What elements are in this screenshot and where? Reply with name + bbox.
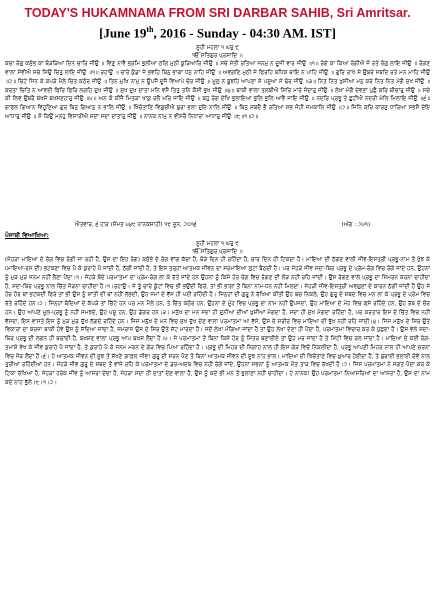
vyakhya-raag-line: ਸੂਹੀ ਮਹਲਾ ੧ ਘਰੁ ੯ [196, 241, 239, 248]
hukamnama-text: ਕਚਾ ਰੰਗੁ ਕਸੁੰਭ ਕਾ ਥੋੜੜਿਆ ਦਿਨ ਚਾਰਿ ਜੀਉ ॥ ਵਿਣੁ ਨਾਵੈ ਭ੍ਰਮਿ ਭੁਲੀਆ ਠਗਿ ਮੁਠੀ ਕੂੜਿਆਰਿ ਜੀਉ ॥ ਸਚੇ ਸੇਤੀ ਰਤਿਆ ਜਨਮੁ ਨ ਦੂਜੀ ਵਾਰ ਜੀਉ ॥੧॥ ਰੰਗੇ ਕਾ ਕਿਆ ਰੰਗੀਐ ਜੋ ਰਤੇ ਰੰਗੁ ਲਾਇ ਜੀਉ ॥ ਰੰਗਣ ਵਾਲਾ ਸੇਵੀਐ ਸਚੇ ਸਿਉ ਚਿਤੁ ਲਾਇ ਜੀਉ ॥੧॥ ਰਹਾਉ ॥ ਚਾਰੇ ਕੁੰਡਾ ਜੇ ਭਵਹਿ ਬਿਨੁ ਭਾਗਾ ਧਨੁ ਨਾਹਿ ਜੀਉ ॥ ਅਵਗਣਿ ਮੁਠੀ ਜੇ ਫਿਰਹਿ ਬਧਿਕ ਥਾਇ ਨ ਪਾਹਿ ਜੀਉ ॥ ਗੁਰਿ ਰਾਖੇ ਸੇ ਉਬਰੇ ਸਬਦਿ ਰਤੇ ਮਨ ਮਾਹਿ ਜੀਉ ॥੨॥ ਚਿਟੇ ਜਿਨ ਕੇ ਕਪੜੇ ਮੈਲੇ ਚਿਤ ਕਠੋਰ ਜੀਉ ॥ ਤਿਨ ਮੁਖਿ ਨਾਮੁ ਨ ਊਪਜੈ ਦੂਜੈ ਵਿਆਪੇ ਚੋਰ ਜੀਉ ॥ ਮੂਲੁ ਨ ਬੂਝਹਿ ਆਪਣਾ ਸੇ ਪਸੂਆ ਸੇ ਢੋਰ ਜੀਉ ॥੩॥ ਨਿਤ ਨਿਤ ਖੁਸੀਆ ਮਨੁ ਕਰੇ ਨਿਤ ਨਿਤ ਮੰਗੈ ਸੁਖ ਜੀਉ ॥ ਕਰਤਾ ਚਿਤਿ ਨ ਆਵਈ ਫਿਰਿ ਫਿਰਿ ਲਗਹਿ ਦੁਖ ਜੀਉ ॥ ਸੁਖ ਦੁਖ ਦਾਤਾ ਮਨਿ ਵਸੈ ਤਿਤੁ ਤਨਿ ਕੈਸੀ ਭੁਖ ਜੀਉ ॥੪॥ ਬਾਕੀ ਵਾਲਾ ਤਲਬੀਐ ਸਿਰਿ ਮਾਰੇ ਜੰਦਾਰੁ ਜੀਉ ॥ ਲੇਖਾ ਮੰਗੈ ਦੇਵਣਾ ਪੁਛੈ ਕਰਿ ਬੀਚਾਰੁ ਜੀਉ ॥ ਸਚੇ ਕੀ ਲਿਵ ਉਬਰੈ ਬਖਸੇ ਬਖਸਣਹਾਰੁ ਜੀਉ ॥੫॥ ਅਨ ਕੋ ਕੀਜੈ ਮਿਤੜਾ ਖਾਕੁ ਰਲੈ ਮਰਿ ਜਾਇ ਜੀਉ ॥ ਬਹੁ ਰੰਗ ਦੇਖਿ ਭੁਲਾਇਆ ਭੁਲਿ ਭੁਲਿ ਆਵੈ ਜਾਇ ਜੀਉ ॥ ਨਦਰਿ ਪ੍ਰਭੂ ਤੇ ਛੁਟੀਐ ਨਦਰੀ ਮੇਲਿ ਮਿਲਾਇ ਜੀਉ ॥੬॥ ਗਾਫਲ ਗਿਆਨ ਵਿਹੂਣਿਆ ਗੁਰ ਬਿਨੁ ਗਿਆਨੁ ਨ ਭਾਲਿ ਜੀਉ ॥ ਖਿੰਚੋਤਾਣਿ ਵਿਗੁਚੀਐ ਬੁਰਾ ਭਲਾ ਦੁਇ ਨਾਲਿ ਜੀਉ ॥ ਬਿਨੁ ਸਬਦੈ ਭੈ ਰਤਿਆ ਸਭ ਜੋਹੀ ਜਮਕਾਲਿ ਜੀਉ ॥੭॥ ਜਿਨਿ ਕਰਿ ਕਾਰਣੁ ਧਾਰਿਆ ਸਭਸੈ ਦੇਇ ਆਧਾਰੁ ਜੀਉ ॥ ਸੋ ਕਿਉ ਮਨਹੁ ਵਿਸਾਰੀਐ ਸਦਾ ਸਦਾ ਦਾਤਾਰੁ ਜੀਉ ॥ ਨਾਨਕ ਨਾਮੁ ਨ ਵੀਸਰੈ ਨਿਧਾਰਾ ਆਧਾਰੁ ਜੀਉ ॥੮॥੧॥੨॥ [5, 61, 430, 120]
page-title: TODAY'S HUKAMNAMA FROM SRI DARBAR SAHIB, Sri Amritsar. [24, 6, 411, 20]
ik-onkar-line: ੴ ਸਤਿਗੁਰ ਪ੍ਰਸਾਦਿ ॥ [192, 53, 243, 60]
vyakhya-text: (ਜੇਹੜਾ ਮਾਇਆ ਦੇ ਰੰਗ ਵਿਚ ਰੰਗੀ ਜਾ ਰਹੀ ਹੈ, ਉਸ ਦਾ ਇਹ ਰੰਗ) ਕਸੁੰਭੇ ਦੇ ਰੰਗ ਵਾਂਗ ਕੱਚਾ ਹੈ, ਥੋੜੇ ਦਿਨ ਹੀ ਰਹਿੰਦਾ ਹੈ, ਚਾਰ ਦਿਨ ਹੀ ਟਿਕਦਾ ਹੈ। ਮਾਇਆ ਦੀ ਠੱਗਣ ਵਾਲੀ ਜੀਵ-ਇਸਤ੍ਰੀ ਪ੍ਰਭੂ-ਨਾਮ ਤੋਂ ਖੁੰਝ ਕੇ (ਮਾਇਆ-ਰਸ ਦੀ) ਭਟਕਣਾ ਵਿਚ ਪੈ ਕੇ ਕੁਰਾਹੇ ਪੈ ਜਾਂਦੀ ਹੈ, ਠੱਗੀ ਜਾਂਦੀ ਹੈ, ਤੇ ਇਸ ਤਰ੍ਹਾਂ ਆਤਮਕ ਜੀਵਨ ਦਾ ਸਰਮਾਇਆ ਲੁਟਾ ਬੈਠਦੀ ਹੈ। ਪਰ ਜੇਹੜੇ ਜੀਵ ਸਦਾ-ਥਿਰ ਪ੍ਰਭੂ ਦੇ ਪ੍ਰੇਮ-ਰੰਗ ਵਿਚ ਰੰਗੇ ਜਾਂਦੇ ਹਨ, ਉਹਨਾਂ ਨੂੰ ਮੁੜ ਮੁੜ ਜਨਮ ਨਹੀਂ ਲੈਣਾ ਪੈਂਦਾ।੧। ਜੇਹੜੇ ਬੰਦੇ ਪਰਮਾਤਮਾ ਦਾ ਪ੍ਰੇਮ-ਰੰਗ ਲਾ ਕੇ ਰੱਤੇ ਜਾਂਦੇ ਹਨ ਉਹਨਾਂ ਨੂੰ ਕਿਸੇ ਹੋਰ ਰੰਗ ਵਿਚ ਰੰਗਣ ਦੀ ਲੋੜ ਨਹੀਂ ਰਹਿ ਜਾਂਦੀ। ਉਸ ਰੰਗਣ ਵਾਲੇ ਪ੍ਰਭੂ ਦਾ ਸਿਮਰਨ ਕਰਨਾ ਚਾਹੀਦਾ ਹੈ, ਸਦਾ-ਥਿਰ ਪ੍ਰਭੂ ਨਾਲ ਚਿੱਤ ਜੋੜਨਾ ਚਾਹੀਦਾ ਹੈ।੧।ਰਹਾਉ। ਜੇ ਤੂੰ ਚਾਰੇ ਕੂੰਟਾਂ ਵਿਚ ਭੀ ਭਉਂਦੀ ਫਿਰੇਂ, ਤਾਂ ਭੀ ਭਾਗਾਂ ਤੋਂ ਬਿਨਾ ਨਾਮ-ਧਨ ਨਹੀਂ ਮਿਲਦਾ। ਜੇਹੜੀ ਜੀਵ-ਇਸਤ੍ਰੀ ਅਵਗੁਣਾਂ ਦੇ ਕਾਰਨ ਠੱਗੀ ਜਾਂਦੀ ਹੈ ਉਹ ਜੇ ਹੋਰ ਹੋਰ ਥਾਂ ਭਟਕਦੀ ਫਿਰੇ ਤਾਂ ਭੀ ਉਸ ਨੂੰ ਸ਼ਾਂਤੀ ਦੀ ਥਾਂ ਨਹੀਂ ਲੱਭਦੀ, ਉਹ ਜਮਾਂ ਦੇ ਵੱਸ ਹੀ ਪਈ ਰਹਿੰਦੀ ਹੈ। ਜਿਨ੍ਹਾਂ ਦੀ ਗੁਰੂ ਨੇ ਰੱਖਿਆ ਕੀਤੀ ਉਹ ਬਚ ਨਿਕਲੇ, ਉਹ ਗੁਰੂ ਦੇ ਸ਼ਬਦ ਵਿਚ ਮਨ ਲਾ ਕੇ ਪ੍ਰਭੂ ਦੇ ਪ੍ਰੇਮ ਵਿਚ ਰੱਤੇ ਰਹਿੰਦੇ ਹਨ।੨। ਜਿਨ੍ਹਾਂ ਬੰਦਿਆਂ ਦੇ ਕੱਪੜੇ ਤਾਂ ਚਿੱਟੇ ਹਨ ਪਰ ਮਨ ਮੈਲੇ ਹਨ, ਤੇ ਚਿੱਤ ਕਠੋਰ ਹਨ, ਉਹਨਾਂ ਦੇ ਮੂੰਹ ਵਿਚ ਪ੍ਰਭੂ ਦਾ ਨਾਮ ਨਹੀਂ ਉਪਜਦਾ, ਉਹ ਮਾਇਆ ਦੇ ਮੋਹ ਵਿਚ ਫਸੇ ਰਹਿੰਦੇ ਹਨ, ਉਹ ਰੱਬ ਦੇ ਚੋਰ ਹਨ। ਉਹ ਆਪਣੇ ਮੂਲ-ਪ੍ਰਭੂ ਨੂੰ ਨਹੀਂ ਸਮਝਦੇ, ਉਹ ਪਸ਼ੂ ਹਨ, ਉਹ ਡੰਗਰ ਹਨ।੩। ਮਨੁੱਖ ਦਾ ਮਨ ਸਦਾ ਹੀ ਦੁਨੀਆ ਦੀਆਂ ਖ਼ੁਸ਼ੀਆਂ ਮੰਗਦਾ ਹੈ, ਸਦਾ ਹੀ ਸੁਖ ਮੰਗਦਾ ਰਹਿੰਦਾ ਹੈ, ਪਰ ਕਰਤਾਰ ਇਸ ਦੇ ਚਿੱਤ ਵਿਚ ਨਹੀਂ ਵੱਸਦਾ, ਇਸ ਵਾਸਤੇ ਇਸ ਨੂੰ ਮੁੜ ਮੁੜ ਦੁੱਖ ਲੱਗਦੇ ਰਹਿੰਦੇ ਹਨ। ਜਿਸ ਮਨੁੱਖ ਦੇ ਮਨ ਵਿਚ ਸੁਖ ਦੁੱਖ ਦੇਣ ਵਾਲਾ ਪਰਮਾਤਮਾ ਆ ਵੱਸੇ, ਉਸ ਦੇ ਸਰੀਰ ਵਿਚ ਮਾਇਆ ਦੀ ਭੁੱਖ ਨਹੀਂ ਰਹਿ ਜਾਂਦੀ।੪। ਜਿਸ ਮਨੁੱਖ ਦੇ ਸਿਰ ਉਤੇ ਵਿਕਾਰਾਂ ਦਾ ਕਰਜ਼ਾ ਬਾਕੀ ਹੋਵੇ ਉਸ ਨੂੰ ਸੱਦਿਆ ਜਾਂਦਾ ਹੈ, ਜਮਰਾਜ ਉਸ ਦੇ ਸਿਰ ਉਤੇ ਸੱਟ ਮਾਰਦਾ ਹੈ। ਜਦੋਂ ਲੇਖਾ ਮੰਗਿਆ ਜਾਂਦਾ ਹੈ ਤਾਂ ਉਹ ਲੇਖਾ ਦੇਣਾ ਹੀ ਪੈਂਦਾ ਹੈ, ਪਰਮਾਤਮਾ ਵਿਚਾਰ ਕਰ ਕੇ ਪੁੱਛਦਾ ਹੈ। ਉਸ ਵੇਲੇ ਸਦਾ-ਥਿਰ ਪ੍ਰਭੂ ਦੀ ਲਗਨ ਹੀ ਬਚਾਂਦੀ ਹੈ, ਬਖ਼ਸ਼ਣ ਵਾਲਾ ਪ੍ਰਭੂ ਆਪ ਬਖ਼ਸ਼ ਲੈਂਦਾ ਹੈ।੫। ਜੇ ਪਰਮਾਤਮਾ ਤੋਂ ਬਿਨਾ ਕਿਸੇ ਹੋਰ ਨੂੰ ਮਿੱਤਰ ਬਣਾਈਏ ਤਾਂ ਉਹ ਮਰ ਜਾਂਦਾ ਹੈ ਤੇ ਮਿੱਟੀ ਵਿਚ ਰਲ ਜਾਂਦਾ ਹੈ। ਮਾਇਆ ਦੇ ਕਈ ਰੰਗ-ਤਮਾਸ਼ੇ ਵੇਖ ਕੇ ਜੀਵ ਕੁਰਾਹੇ ਪੈ ਜਾਂਦਾ ਹੈ, ਤੇ ਕੁਰਾਹੇ ਪੈ ਕੇ ਜਨਮ ਮਰਨ ਦੇ ਗੇੜ ਵਿਚ ਪਿਆ ਰਹਿੰਦਾ ਹੈ। ਪ੍ਰਭੂ ਦੀ ਮਿਹਰ ਦੀ ਨਿਗਾਹ ਨਾਲ ਹੀ ਇਸ ਗੇੜ ਵਿਚੋਂ ਨਿਕਲੀਦਾ ਹੈ, ਪ੍ਰਭੂ ਆਪਣੀ ਮਿਹਰ ਨਾਲ ਹੀ ਆਪਣੇ ਚਰਨਾਂ ਵਿਚ ਜੋੜ ਲੈਂਦਾ ਹੈ।੬। ਹੇ ਆਤਮਕ ਜੀਵਨ ਦੀ ਸੂਝ ਤੋਂ ਸੱਖਣੇ ਗ਼ਾਫ਼ਲ ਜੀਵ! ਗੁਰੂ ਦੀ ਸਰਨ ਪੈਣ ਤੋਂ ਬਿਨਾ ਆਤਮਕ ਜੀਵਨ ਦੀ ਸੂਝ ਨਾਹ ਭਾਲ। ਮਾਇਆ ਦੀ ਖਿੱਚੋਤਾਣ ਵਿਚ ਖ਼ੁਆਰ ਹੋਈਦਾ ਹੈ, ਤੇ ਬੁਰਾਈ ਭਲਾਈ ਦੋਵੇਂ ਨਾਲ ਤੁਰੀਆਂ ਰਹਿੰਦੀਆਂ ਹਨ। ਜੇਹੜੇ ਜੀਵ ਗੁਰੂ ਦੇ ਸ਼ਬਦ ਤੋਂ ਵਾਂਜੇ ਰਹਿ ਕੇ ਪਰਮਾਤਮਾ ਦੇ ਡਰ-ਅਦਬ ਵਿਚ ਨਹੀਂ ਰੰਗੇ ਜਾਂਦੇ, ਉਹਨਾਂ ਸਭਨਾਂ ਨੂੰ ਆਤਮਕ ਮੌਤ ਤਾੜ ਵਿਚ ਰੱਖਦੀ ਹੈ।੭। ਜਿਸ ਪਰਮਾਤਮਾ ਨੇ ਜਗਤ ਪੈਦਾ ਕਰ ਕੇ ਟਿਕਾ ਰੱਖਿਆ ਹੈ, ਜੇਹੜਾ ਹਰੇਕ ਜੀਵ ਨੂੰ ਆਸਰਾ ਦੇਂਦਾ ਹੈ, ਜੇਹੜਾ ਸਦਾ ਹੀ ਦਾਤਾਂ ਦੇਣ ਵਾਲਾ ਹੈ, ਉਸ ਨੂੰ ਕਦੇ ਭੀ ਮਨ ਤੋਂ ਭੁਲਾਣਾ ਨਹੀਂ ਚਾਹੀਦਾ। ਹੇ ਨਾਨਕ! ਉਹ ਪਰਮਾਤਮਾ ਨਿਆਸਰਿਆਂ ਦਾ ਆਸਰਾ ਹੈ, ਉਸ ਦਾ ਨਾਮ ਕਦੇ ਨਾਹ ਭੁੱਲੇ।੮।੧।੨। [5, 257, 430, 386]
date-suffix: , 2016 - Sunday - 04:30 AM. IST] [153, 25, 336, 41]
section-heading-punjabi-vyakhya: ਪੰਜਾਬੀ ਵਿਆਖਿਆ: [5, 232, 49, 240]
ang-reference: (ਅੰਗ : ੭੫੧) [341, 222, 370, 229]
hukamnama-date-line: ਐਤਵਾਰ, ੬ ਹਾੜ (ਸੰਮਤ ੫੪੮ ਨਾਨਕਸ਼ਾਹੀ) ੧੯ ਜੂਨ, ੨੦੧੬ [75, 222, 197, 229]
hukamnama-meta [5, 221, 430, 229]
vyakhya-ik-onkar-line: ੴ ਸਤਿਗੁਰ ਪ੍ਰਸਾਦਿ ॥ [192, 249, 243, 256]
date-superscript: th [146, 25, 154, 34]
date-heading [5, 22, 430, 41]
date-prefix: [June 19 [99, 25, 147, 41]
raag-line: ਸੂਹੀ ਮਹਲਾ ੧ ਘਰੁ ੯ [196, 45, 239, 52]
